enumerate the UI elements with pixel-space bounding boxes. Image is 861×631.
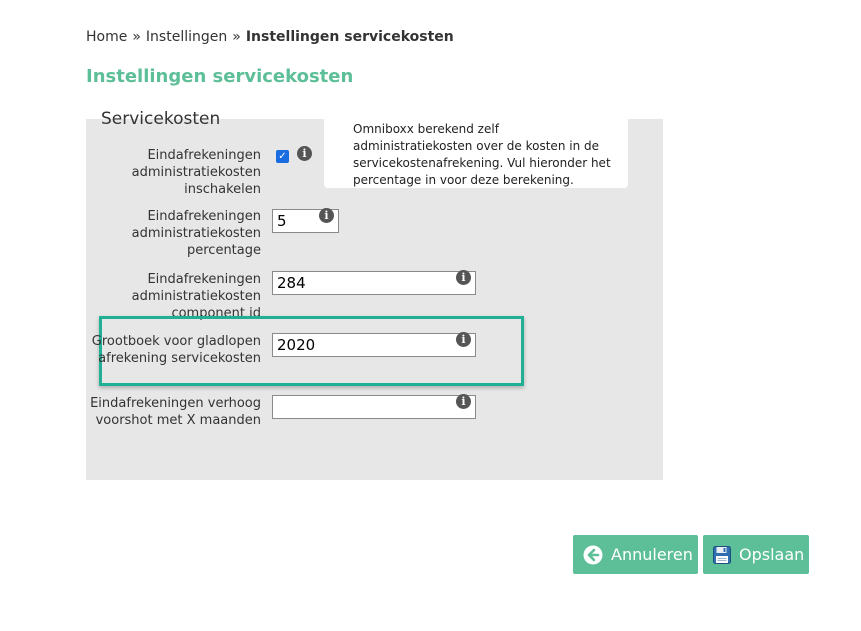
- save-button-label: Opslaan: [739, 545, 805, 564]
- cancel-button-label: Annuleren: [611, 545, 693, 564]
- admin-component-input[interactable]: [272, 271, 476, 295]
- admin-component-label: Eindafrekeningen administratiekosten component id: [131, 272, 261, 321]
- breadcrumb: [86, 29, 454, 45]
- panel-legend: Servicekosten: [101, 109, 221, 129]
- help-tooltip: Omniboxx berekend zelf administratiekosten over de kosten in de servicekostenafrekening. Vul hieronder het percentage in voor deze berekening.: [324, 117, 628, 188]
- info-icon[interactable]: i: [456, 394, 471, 409]
- breadcrumb-settings-link[interactable]: Instellingen: [145, 29, 228, 45]
- page-title: Instellingen servicekosten: [86, 66, 354, 87]
- ledger-input[interactable]: [272, 333, 476, 357]
- floppy-disk-icon: [713, 546, 731, 564]
- breadcrumb-separator: »: [132, 29, 141, 45]
- cancel-button[interactable]: [573, 535, 698, 574]
- admin-enable-checkbox[interactable]: [276, 150, 289, 163]
- ledger-label: Grootboek voor gladlopen afrekening servicekosten: [91, 334, 261, 366]
- info-icon[interactable]: i: [319, 208, 334, 223]
- admin-enable-label: Eindafrekeningen administratiekosten inschakelen: [131, 148, 261, 197]
- admin-percentage-label: Eindafrekeningen administratiekosten percentage: [131, 209, 261, 258]
- breadcrumb-separator: »: [232, 29, 241, 45]
- advance-increase-label: Eindafrekeningen verhoog voorshot met X maanden: [90, 396, 261, 428]
- info-icon[interactable]: i: [456, 270, 471, 285]
- breadcrumb-home-link[interactable]: Home: [86, 29, 128, 45]
- advance-increase-input[interactable]: [272, 395, 476, 419]
- breadcrumb-current: Instellingen servicekosten: [245, 29, 454, 45]
- info-icon[interactable]: i: [297, 146, 312, 161]
- arrow-left-circle-icon: [583, 545, 603, 565]
- info-icon[interactable]: i: [456, 332, 471, 347]
- checkmark-icon: ✓: [278, 151, 287, 162]
- save-button[interactable]: [703, 535, 809, 574]
